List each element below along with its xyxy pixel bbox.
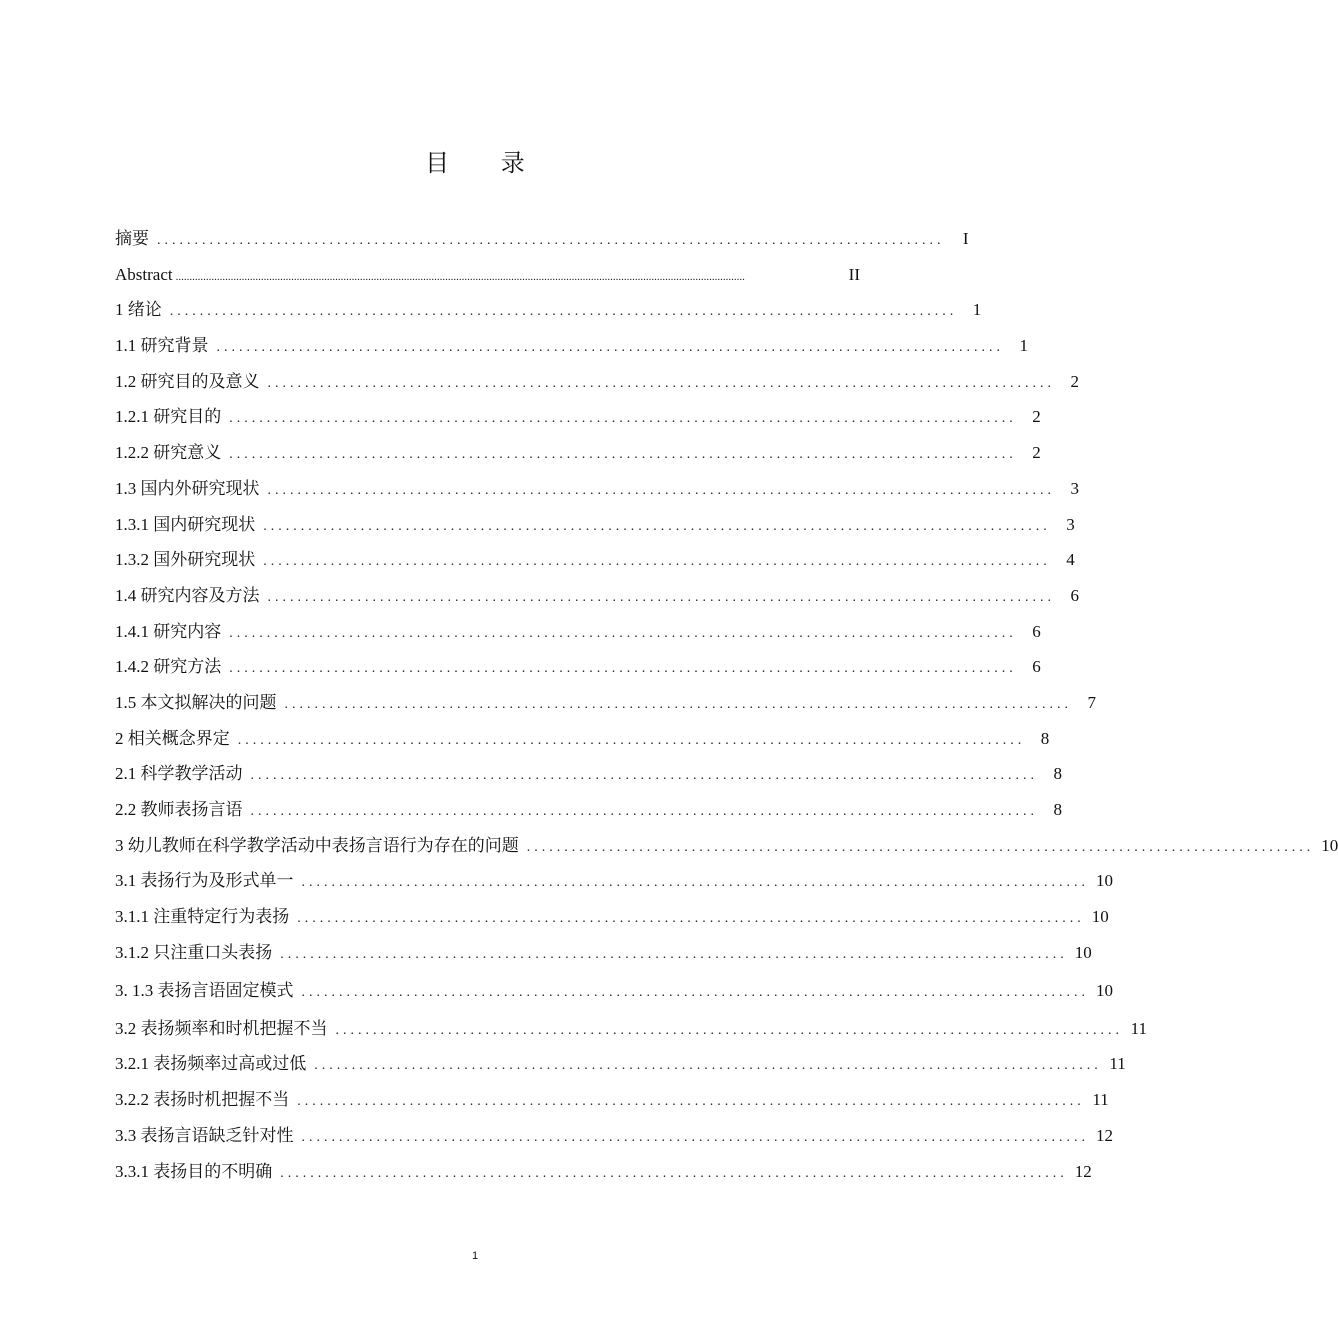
toc-entry-page: 6 xyxy=(1032,621,1041,641)
toc-entry-page: 12 xyxy=(1074,1161,1092,1181)
toc-entry-label: 3.1.1 注重特定行为表扬 xyxy=(115,907,290,927)
toc-entry-page: 8 xyxy=(1040,728,1050,748)
dot-leader: ......................................................................................................... xyxy=(250,768,1038,784)
dot-leader: ......................................................................................................... xyxy=(314,1058,1102,1074)
toc-entry-label: 3.1.2 只注重口头表扬 xyxy=(115,942,273,962)
toc-entry-page: 7 xyxy=(1087,692,1096,712)
toc-entry-3-3[interactable] xyxy=(115,1121,1113,1157)
toc-entry-page: I xyxy=(962,229,969,248)
toc-entry-page: 2 xyxy=(1070,371,1079,391)
toc-entry-page: 12 xyxy=(1096,1125,1113,1145)
toc-entry-label: 1.5 本文拟解决的问题 xyxy=(115,692,277,712)
dot-leader: ......................................................................................................... xyxy=(297,911,1085,927)
toc-entry-label: 1.4 研究内容及方法 xyxy=(115,585,260,605)
toc-entry-3-1-3[interactable] xyxy=(115,976,1113,1014)
toc-entry-1-4[interactable] xyxy=(115,581,1079,617)
toc-entry-1-3-2[interactable] xyxy=(115,545,1075,581)
toc-entry-page: 10 xyxy=(1074,942,1092,962)
dot-leader: ......................................................................................................... xyxy=(169,304,958,320)
toc-entry-label: 1.3 国内外研究现状 xyxy=(115,478,260,498)
toc-entry-page: 2 xyxy=(1032,443,1041,463)
toc-entry-page: II xyxy=(848,264,860,284)
toc-entry-page: 2 xyxy=(1032,407,1041,427)
dot-leader: ......................................................................................................... xyxy=(267,589,1055,605)
toc-entry-2-2[interactable] xyxy=(115,795,1062,831)
toc-entry-page: 3 xyxy=(1070,478,1079,498)
toc-entry-3[interactable] xyxy=(115,831,1338,867)
dot-leader: ......................................................................................................... xyxy=(267,375,1055,391)
toc-entry-page: 11 xyxy=(1092,1090,1109,1110)
toc-entry-label: 1.3.1 国内研究现状 xyxy=(115,514,256,534)
dot-leader: ......................................................................................................... xyxy=(267,482,1055,498)
dot-leader: ......................................................................................................... xyxy=(263,554,1051,570)
dot-leader: ......................................................................................................... xyxy=(229,411,1017,427)
toc-entry-page: 10 xyxy=(1091,907,1109,927)
toc-entry-1-5[interactable] xyxy=(115,688,1096,724)
toc-entry-label: 1.2.2 研究意义 xyxy=(115,443,222,463)
toc-entry-label: 1.3.2 国外研究现状 xyxy=(115,550,256,570)
toc-entry-page: 3 xyxy=(1066,514,1075,534)
toc-entry-label: 1.2 研究目的及意义 xyxy=(115,371,260,391)
toc-entry-3-1-2[interactable] xyxy=(115,938,1092,976)
dot-leader: ......................................................................................................... xyxy=(301,875,1089,891)
toc-entry-label: 3.2.1 表扬频率过高或过低 xyxy=(115,1054,307,1074)
dot-leader: ......................................................................................................... xyxy=(250,804,1038,819)
toc-entry-page: 10 xyxy=(1096,980,1113,1000)
toc-entry-label: 3.2.2 表扬时机把握不当 xyxy=(115,1090,290,1110)
toc-entry-3-2[interactable] xyxy=(115,1014,1147,1050)
toc-entry-1-3[interactable] xyxy=(115,474,1079,510)
toc-entry-page: 11 xyxy=(1130,1018,1147,1038)
toc-entry-label: 3.3 表扬言语缺乏针对性 xyxy=(115,1125,294,1145)
toc-entry-1-1[interactable] xyxy=(115,331,1028,367)
dot-leader: ......................................................................................................... xyxy=(237,732,1026,748)
toc-entry-page: 11 xyxy=(1109,1054,1126,1074)
toc-entry-3-1-1[interactable] xyxy=(115,902,1109,938)
toc-entry-label: 1 绪论 xyxy=(115,300,162,320)
toc-entry-page: 4 xyxy=(1066,550,1075,570)
toc-entry-page: 1 xyxy=(972,300,982,320)
toc-entry-3-1[interactable] xyxy=(115,866,1113,902)
dot-leader: ......................................................................................................... xyxy=(301,1129,1089,1145)
dot-leader: ......................................................................................................... xyxy=(229,661,1017,677)
dot-leader: ......................................................................................................... xyxy=(280,1165,1068,1181)
toc-entry-label: 2 相关概念界定 xyxy=(115,728,230,748)
toc-entry-1-2-2[interactable] xyxy=(115,438,1041,474)
toc-entry-label: 3.3.1 表扬目的不明确 xyxy=(115,1161,273,1181)
dot-leader: ......................................................................................................... xyxy=(263,518,1051,534)
toc-entry-label: 1.4.1 研究内容 xyxy=(115,621,222,641)
toc-entry-label: 3. 1.3 表扬言语固定模式 xyxy=(115,980,294,1000)
toc-entry-page: 1 xyxy=(1019,336,1028,356)
toc-entry-page: 8 xyxy=(1053,800,1062,819)
table-of-contents xyxy=(115,224,1338,1195)
dot-leader: ......................................................................................................... xyxy=(216,340,1004,356)
toc-entry-1[interactable] xyxy=(115,295,982,331)
dot-leader: ......................................................................................................... xyxy=(280,946,1068,962)
toc-entry-label: 3 幼儿教师在科学教学活动中表扬言语行为存在的问题 xyxy=(115,835,519,855)
toc-entry-3-2-1[interactable] xyxy=(115,1049,1126,1085)
toc-entry-1-2[interactable] xyxy=(115,367,1079,403)
toc-entry-label: Abstract xyxy=(115,264,173,284)
page-title: 目 录 xyxy=(425,149,547,177)
toc-entry-page: 10 xyxy=(1321,835,1338,855)
toc-entry-abstract-cn[interactable] xyxy=(115,224,969,260)
toc-entry-1-3-1[interactable] xyxy=(115,510,1075,546)
dot-leader: ......................................................................................................... xyxy=(229,625,1017,641)
toc-entry-1-4-1[interactable] xyxy=(115,617,1041,653)
toc-entry-abstract-en[interactable] xyxy=(115,260,860,296)
toc-entry-label: 2.1 科学教学活动 xyxy=(115,764,243,784)
toc-entry-label: 1.4.2 研究方法 xyxy=(115,657,222,677)
toc-entry-1-4-2[interactable] xyxy=(115,652,1041,688)
dot-leader: ......................................................................................................... xyxy=(335,1022,1123,1038)
toc-entry-2[interactable] xyxy=(115,724,1050,760)
dot-leader: ......................................................................................................... xyxy=(229,447,1017,463)
toc-entry-label: 3.2 表扬频率和时机把握不当 xyxy=(115,1018,328,1038)
dot-leader: ......................................................................................................... xyxy=(301,984,1089,1000)
toc-entry-label: 2.2 教师表扬言语 xyxy=(115,800,243,819)
toc-entry-3-2-2[interactable] xyxy=(115,1085,1109,1121)
toc-entry-label: 1.1 研究背景 xyxy=(115,336,209,356)
dot-leader: ......................................................................................................... xyxy=(284,696,1072,712)
toc-entry-label: 1.2.1 研究目的 xyxy=(115,407,222,427)
toc-entry-label: 摘要 xyxy=(115,229,149,248)
toc-entry-1-2-1[interactable] xyxy=(115,402,1041,438)
toc-entry-page: 6 xyxy=(1070,585,1079,605)
toc-entry-label: 3.1 表扬行为及形式单一 xyxy=(115,871,294,891)
dot-leader: ......................................................................................................... xyxy=(157,233,945,248)
toc-entry-page: 6 xyxy=(1032,657,1041,677)
dot-leader: ......................................................................................................... xyxy=(297,1094,1085,1110)
toc-entry-page: 8 xyxy=(1053,764,1062,784)
dot-leader: ............................................................................................................................................................................................................... xyxy=(175,270,745,283)
toc-entry-2-1[interactable] xyxy=(115,759,1062,795)
toc-entry-page: 10 xyxy=(1096,871,1113,891)
page-number: 1 xyxy=(471,1250,479,1262)
toc-entry-3-3-1[interactable] xyxy=(115,1157,1092,1195)
dot-leader: ......................................................................................................... xyxy=(526,839,1315,855)
